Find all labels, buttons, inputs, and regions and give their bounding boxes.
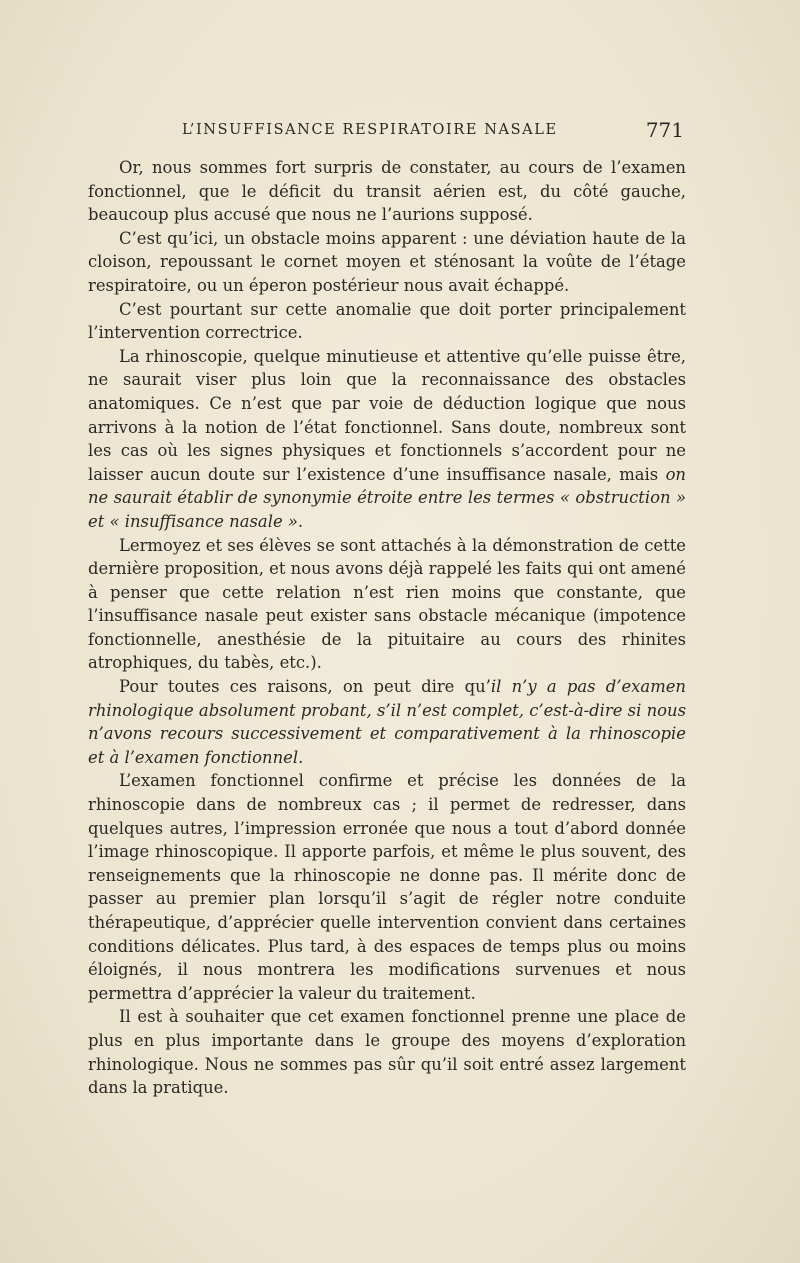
paragraph-6: Pour toutes ces raisons, on peut dire qu’il n’y a pas d’examen rhinologique absolument probant, s’il n’est complet, c’est-à-dire si nous n’avons recours successivement et comparativement à la rhinoscopie et à l’examen fonctionnel.	[88, 677, 686, 767]
paragraph-1: Or, nous sommes fort surpris de constater, au cours de l’examen fonctionnel, que le déficit du transit aérien est, du côté gauche, beaucoup plus accusé que nous ne l’aurions supposé.	[88, 158, 686, 225]
page-number: 771	[645, 118, 684, 142]
body-text	[88, 156, 686, 1100]
italic-passage: il n’y a pas d’examen rhinologique absolument probant, s’il n’est complet, c’est-à-dire si nous n’avons recours successivement et comparativement à la rhinoscopie et à l’examen fonctionnel	[88, 677, 686, 767]
paragraph-7: L’examen fonctionnel confirme et précise les données de la rhinoscopie dans de nombreux cas ; il permet de redresser, dans quelques autres, l’impression erronée que nous a tout d’abord donnée l’image rhinoscopique. Il apporte parfois, et même le plus souvent, des renseignements que la rhinoscopie ne donne pas. Il mérite donc de passer au premier plan lorsqu’il s’agit de régler notre conduite thérapeutique, d’apprécier quelle intervention convient dans certaines conditions délicates. Plus tard, à des espaces de temps plus ou moins éloignés, il nous montrera les modifications survenues et nous permettra d’apprécier la valeur du traitement.	[88, 771, 686, 1003]
paragraph-4: La rhinoscopie, quelque minutieuse et attentive qu’elle puisse être, ne saurait viser plus loin que la reconnaissance des obstacles anatomiques. Ce n’est que par voie de déduction logique que nous arrivons à la notion de l’état fonctionnel. Sans doute, nombreux sont les cas où les signes physiques et fonctionnels s’accordent pour ne laisser aucun doute sur l’existence d’une insuffisance nasale, mais on ne saurait établir de synonymie étroite entre les termes « obstruction » et « insuffisance nasale ».	[88, 346, 686, 531]
running-title: L’INSUFFISANCE RESPIRATOIRE NASALE	[182, 122, 558, 138]
paragraph-5: Lermoyez et ses élèves se sont attachés à la démonstration de cette dernière proposition, et nous avons déjà rappelé les faits qui ont amené à penser que cette relation n’est rien moins que constante, que l’insuffisance nasale peut exister sans obstacle mécanique (impotence fonctionnelle, anesthésie de la pituitaire au cours des rhinites atrophiques, du tabès, etc.).	[88, 535, 686, 673]
paragraph-3: C’est pourtant sur cette anomalie que doit porter principalement l’intervention correctrice.	[88, 299, 686, 343]
paragraph-8: Il est à souhaiter que cet examen fonctionnel prenne une place de plus en plus importante dans le groupe des moyens d’exploration rhinologique. Nous ne sommes pas sûr qu’il soit entré assez largement dans la pratique.	[88, 1007, 686, 1098]
paragraph-2: C’est qu’ici, un obstacle moins apparent : une déviation haute de la cloison, repoussant le cornet moyen et sténosant la voûte de l’étage respiratoire, ou un éperon postérieur nous avait échappé.	[88, 228, 686, 295]
italic-passage: on ne saurait établir de synonymie étroite entre les termes « obstruction » et « insuffisance nasale »	[88, 464, 686, 531]
